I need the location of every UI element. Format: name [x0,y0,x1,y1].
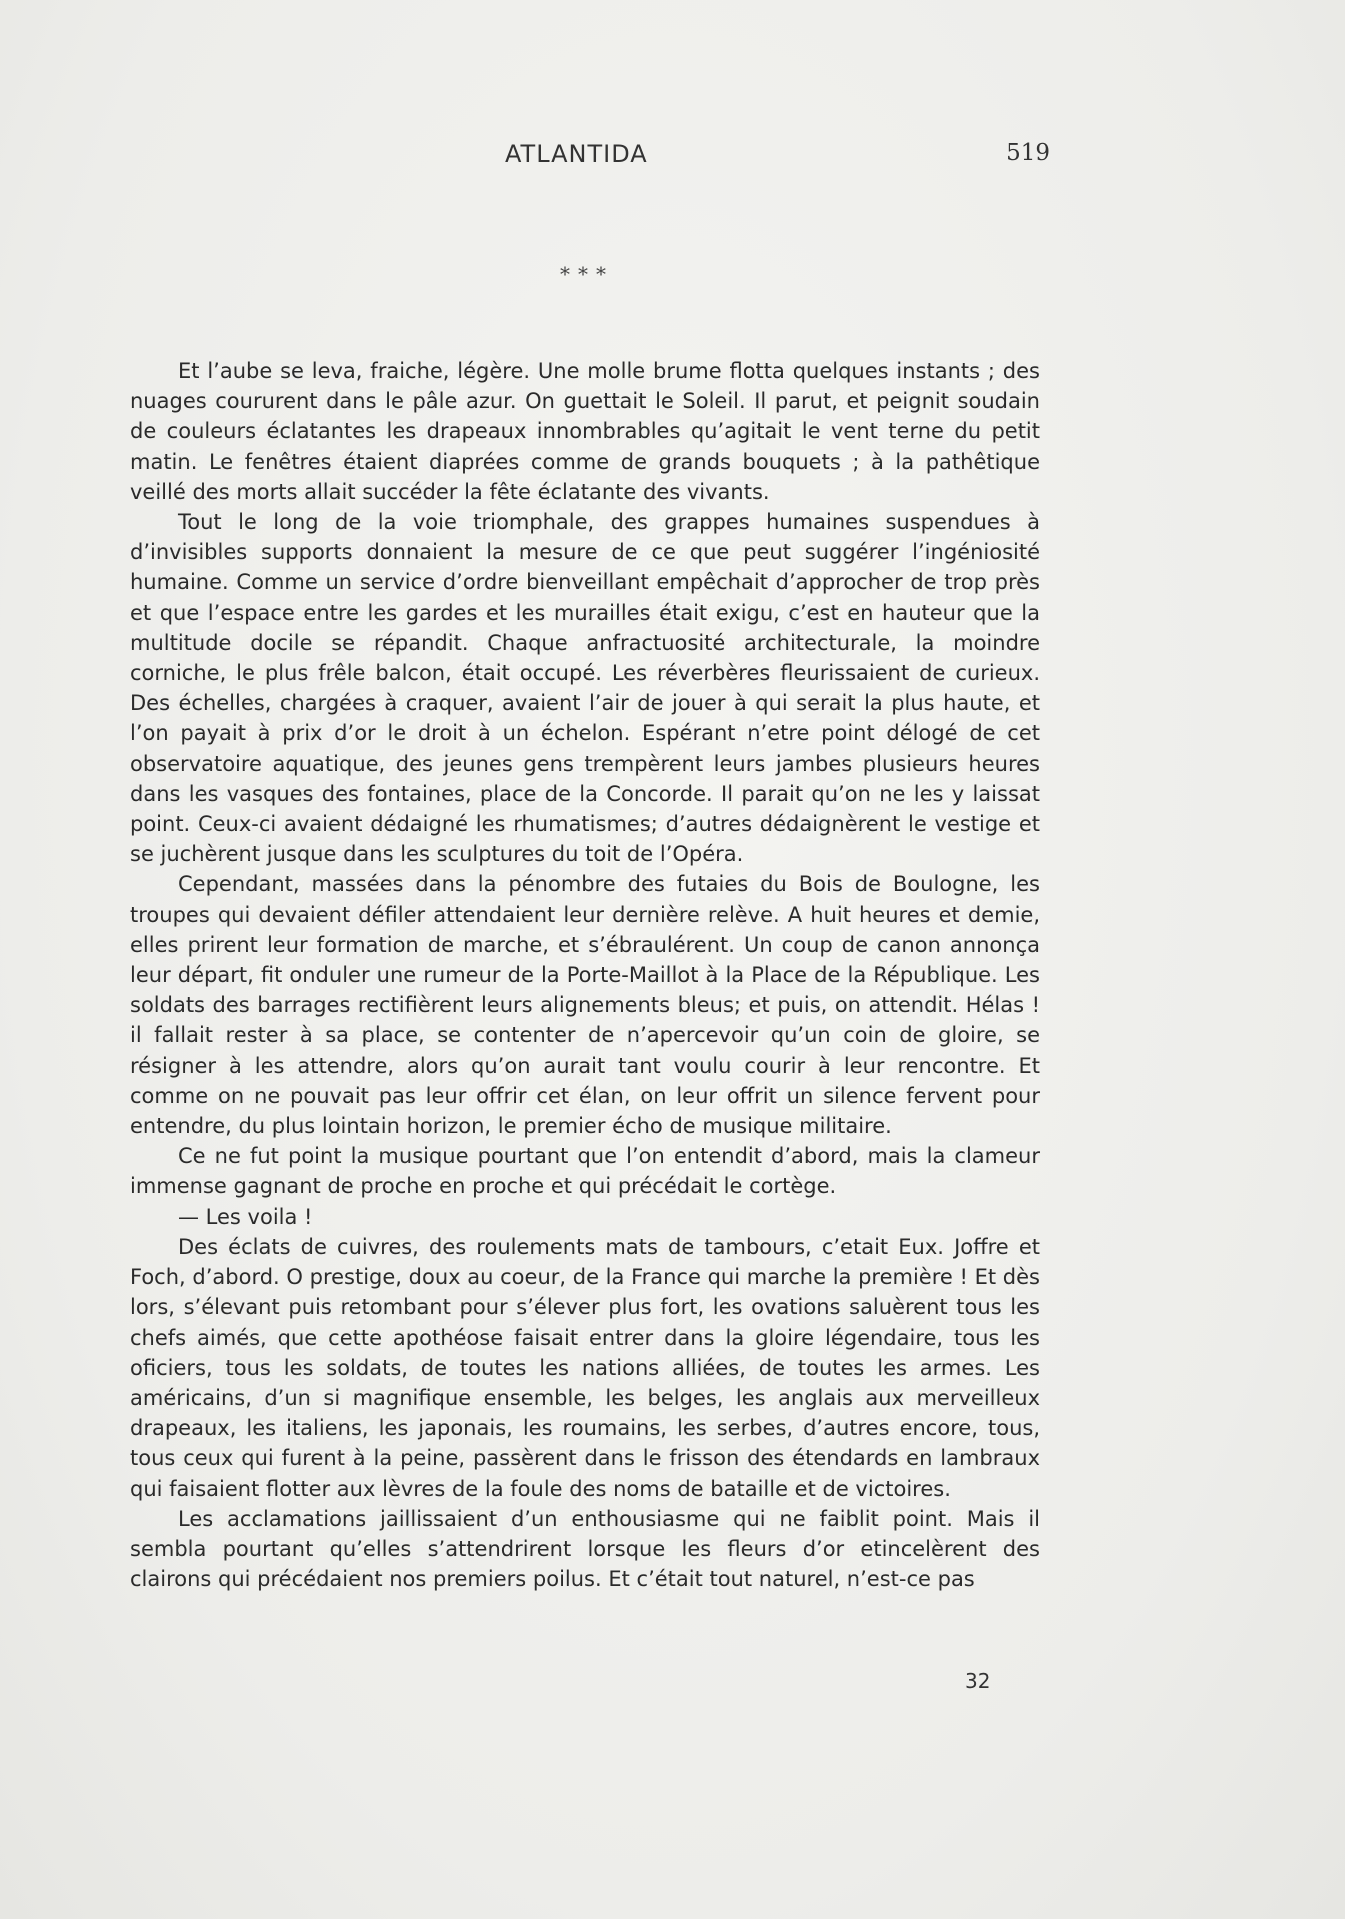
paragraph: — Les voila ! [178,1204,313,1229]
page-number: 519 [1006,140,1050,166]
paragraph: Ce ne fut point la musique pourtant que l’on entendit d’abord, mais la clameur immense gagnant de proche en proche et qui précédait le cortège. [130,1144,1040,1199]
running-title: ATLANTIDA [505,140,648,168]
section-break: * * * [560,262,608,286]
paragraph: Cependant, massées dans la pénombre des futaies du Bois de Boulogne, les troupes qui devaient défiler attendaient leur dernière relève. A huit heures et demie, elles prirent leur formation de marche, et s’ébraulérent. Un coup de canon annonça leur départ, fit onduler une rumeur de la Porte-Maillot à la Place de la République. Les soldats des barrages rectifièrent leurs alignements bleus; et puis, on attendit. Hélas ! il fallait rester à sa place, se contenter de n’apercevoir qu’un coin de gloire, se résigner à les attendre, alors qu’on aurait tant voulu courir à leur rencontre. Et comme on ne pouvait pas leur offrir cet élan, on leur offrit un silence fervent pour entendre, du plus lointain horizon, le premier écho de musique militaire. [130,872,1040,1139]
paragraph: Des éclats de cuivres, des roulements mats de tambours, c’etait Eux. Joffre et Foch, d’abord. O prestige, doux au coeur, de la France qui marche la première ! Et dès lors, s’élevant puis retombant pour s’élever plus fort, les ovations saluèrent tous les chefs aimés, que cette apothéose faisait entrer dans la gloire légendaire, tous les oficiers, tous les soldats, de toutes les nations alliées, de toutes les armes. Les américains, d’un si magnifique ensemble, les belges, les anglais aux merveilleux drapeaux, les italiens, les japonais, les roumains, les serbes, d’autres encore, tous, tous ceux qui furent à la peine, passèrent dans le frisson des étendards en lambraux qui faisaient flotter aux lèvres de la foule des noms de bataille et de victoires. [130,1234,1040,1501]
paragraph: Et l’aube se leva, fraiche, légère. Une molle brume flotta quelques instants ; des nuages coururent dans le pâle azur. On guettait le Soleil. Il parut, et peignit soudain de couleurs éclatantes les drapeaux innombrables qu’agitait le vent terne du petit matin. Le fenêtres étaient diaprées comme de grands bouquets ; à la pathêtique veillé des morts allait succéder la fête éclatante des vivants. [130,359,1040,504]
paragraph: Tout le long de la voie triomphale, des grappes humaines suspendues à d’invisibles supports donnaient la mesure de ce que peut suggérer l’ingéniosité humaine. Comme un service d’ordre bienveillant empêchait d’approcher de trop près et que l’espace entre les gardes et les murailles était exigu, c’est en hauteur que la multitude docile se répandit. Chaque anfractuosité architecturale, la moindre corniche, le plus frêle balcon, était occupé. Les réverbères fleurissaient de curieux. Des échelles, chargées à craquer, avaient l’air de jouer à qui serait la plus haute, et l’on payait à prix d’or le droit à un échelon. Espérant n’etre point délogé de cet observatoire aquatique, des jeunes gens trempèrent leurs jambes plusieurs heures dans les vasques des fontaines, place de la Concorde. Il parait qu’on ne les y laissat point. Ceux-ci avaient dédaigné les rhumatismes; d’autres dédaignèrent le vestige et se juchèrent jusque dans les sculptures du toit de l’Opéra. [130,510,1040,867]
paragraph: Les acclamations jaillissaient d’un enthousiasme qui ne faiblit point. Mais il sembla pourtant qu’elles s’attendrirent lorsque les fleurs d’or etincelèrent des clairons qui précédaient nos premiers poilus. Et c’était tout naturel, n’est-ce pas [130,1506,1040,1592]
body-text [130,356,1040,1594]
signature-mark: 32 [965,1669,991,1693]
running-head [130,140,1050,180]
